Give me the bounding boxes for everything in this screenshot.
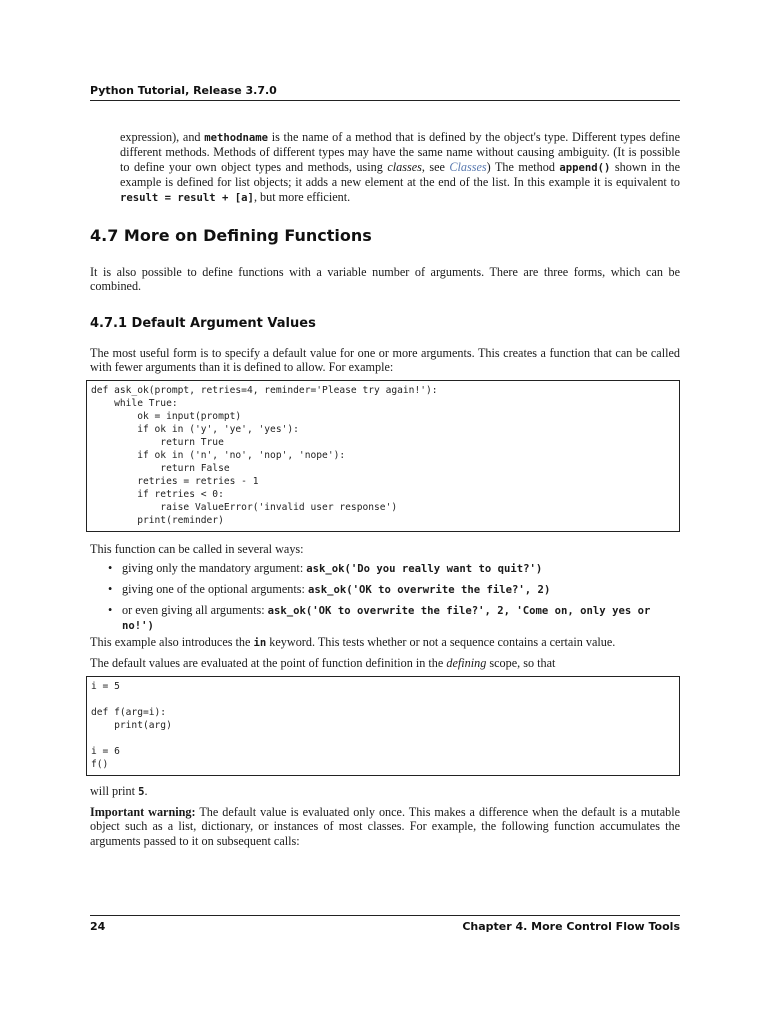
code-line: if ok in ('n', 'no', 'nop', 'nope'):	[91, 450, 346, 461]
in-keyword-paragraph	[90, 635, 680, 650]
intro-text: , but more efficient.	[253, 189, 351, 204]
code-block-default-eval	[86, 676, 680, 776]
code-line: return True	[91, 437, 224, 448]
intro-text: is the name of a method that is defined by the object's type. Different types define different methods. Methods of different types may have the same name without causing ambiguity. (It is possible to define your own object types and methods, using	[120, 130, 681, 174]
body-text: scope, so that	[486, 656, 556, 670]
code-line: def f(arg=i):	[91, 707, 167, 718]
inline-code: append()	[559, 161, 611, 174]
subsection-paragraph: The most useful form is to specify a default value for one or more arguments. This creates a function that can be called with fewer arguments than it is defined to allow. For example:	[90, 346, 680, 375]
code-block-ask-ok	[86, 380, 680, 532]
code-line	[91, 693, 675, 706]
italic-term: classes	[387, 159, 422, 174]
inline-code: methodname	[204, 132, 268, 144]
body-text: The default values are evaluated at the point of function definition in the	[90, 656, 447, 670]
calls-intro: This function can be called in several ways:	[90, 542, 304, 556]
code-line	[91, 732, 675, 745]
code-listing	[91, 680, 675, 771]
body-text: will print	[90, 784, 139, 798]
warning-text: The default value is evaluated only once. This makes a difference when the default is a mutable object such as a list, dictionary, or instances of most classes. For example, the following function accumulates the arguments passed to it on subsequent calls:	[90, 805, 680, 848]
call-examples-list	[106, 561, 680, 639]
intro-text: ) The method	[486, 159, 560, 174]
warning-label: Important warning:	[90, 805, 196, 819]
footer-rule	[90, 915, 680, 916]
list-item-text: or even giving all arguments:	[122, 602, 268, 617]
list-item	[106, 603, 680, 634]
inline-code: 5	[138, 786, 145, 798]
intro-text: expression), and	[120, 130, 205, 144]
code-line: def ask_ok(prompt, retries=4, reminder='Please try again!'):	[91, 385, 438, 396]
header-rule	[90, 100, 680, 101]
classes-link[interactable]: Classes	[449, 159, 487, 174]
code-line: f()	[91, 759, 109, 770]
bullet-icon: •	[108, 561, 113, 575]
code-line: ok = input(prompt)	[91, 411, 242, 422]
inline-code: ask_ok('Do you really want to quit?')	[306, 563, 543, 575]
subsection-heading: 4.7.1 Default Argument Values	[90, 316, 316, 331]
page-number: 24	[90, 920, 106, 933]
code-line: raise ValueError('invalid user response')	[91, 502, 398, 513]
inline-code: in	[253, 637, 267, 649]
code-line: i = 6	[91, 746, 120, 757]
section-heading: 4.7 More on Defining Functions	[90, 226, 372, 245]
list-item	[106, 561, 680, 576]
code-line: print(arg)	[91, 720, 172, 731]
bullet-icon: •	[108, 602, 113, 617]
chapter-title: Chapter 4. More Control Flow Tools	[462, 920, 680, 933]
running-header: Python Tutorial, Release 3.7.0	[90, 84, 277, 97]
warning-paragraph	[90, 805, 680, 848]
body-text: .	[144, 784, 148, 798]
inline-code: result = result + [a]	[120, 191, 254, 204]
code-line: i = 5	[91, 681, 120, 692]
list-item-text: giving one of the optional arguments:	[122, 581, 308, 596]
italic-term: defining	[446, 656, 487, 670]
intro-text: shown in the example is defined for list objects; it adds a new element at the end of the list. In this example it is equivalent to	[120, 159, 681, 190]
intro-text: , see	[421, 159, 450, 174]
body-text: This example also introduces the	[90, 635, 254, 649]
code-line: if retries < 0:	[91, 489, 224, 500]
code-line: print(reminder)	[91, 515, 224, 526]
code-line: if ok in ('y', 'ye', 'yes'):	[91, 424, 299, 435]
running-footer	[90, 920, 680, 936]
code-line: return False	[91, 463, 230, 474]
intro-paragraph	[120, 130, 680, 205]
body-text: keyword. This tests whether or not a sequence contains a certain value.	[266, 635, 616, 649]
section-paragraph: It is also possible to define functions with a variable number of arguments. There are three forms, which can be combined.	[90, 265, 680, 294]
list-item-text: giving only the mandatory argument:	[122, 561, 307, 575]
will-print-paragraph	[90, 784, 680, 799]
code-listing	[91, 384, 675, 527]
inline-code: ask_ok('OK to overwrite the file?', 2)	[307, 583, 551, 596]
defaults-eval-paragraph	[90, 656, 680, 670]
list-item	[106, 582, 680, 597]
bullet-icon: •	[108, 581, 113, 596]
inline-code: ask_ok('OK to overwrite the file?', 2, 'Come on, only yes or no!')	[122, 604, 651, 633]
code-line: retries = retries - 1	[91, 476, 259, 487]
code-line: while True:	[91, 398, 178, 409]
